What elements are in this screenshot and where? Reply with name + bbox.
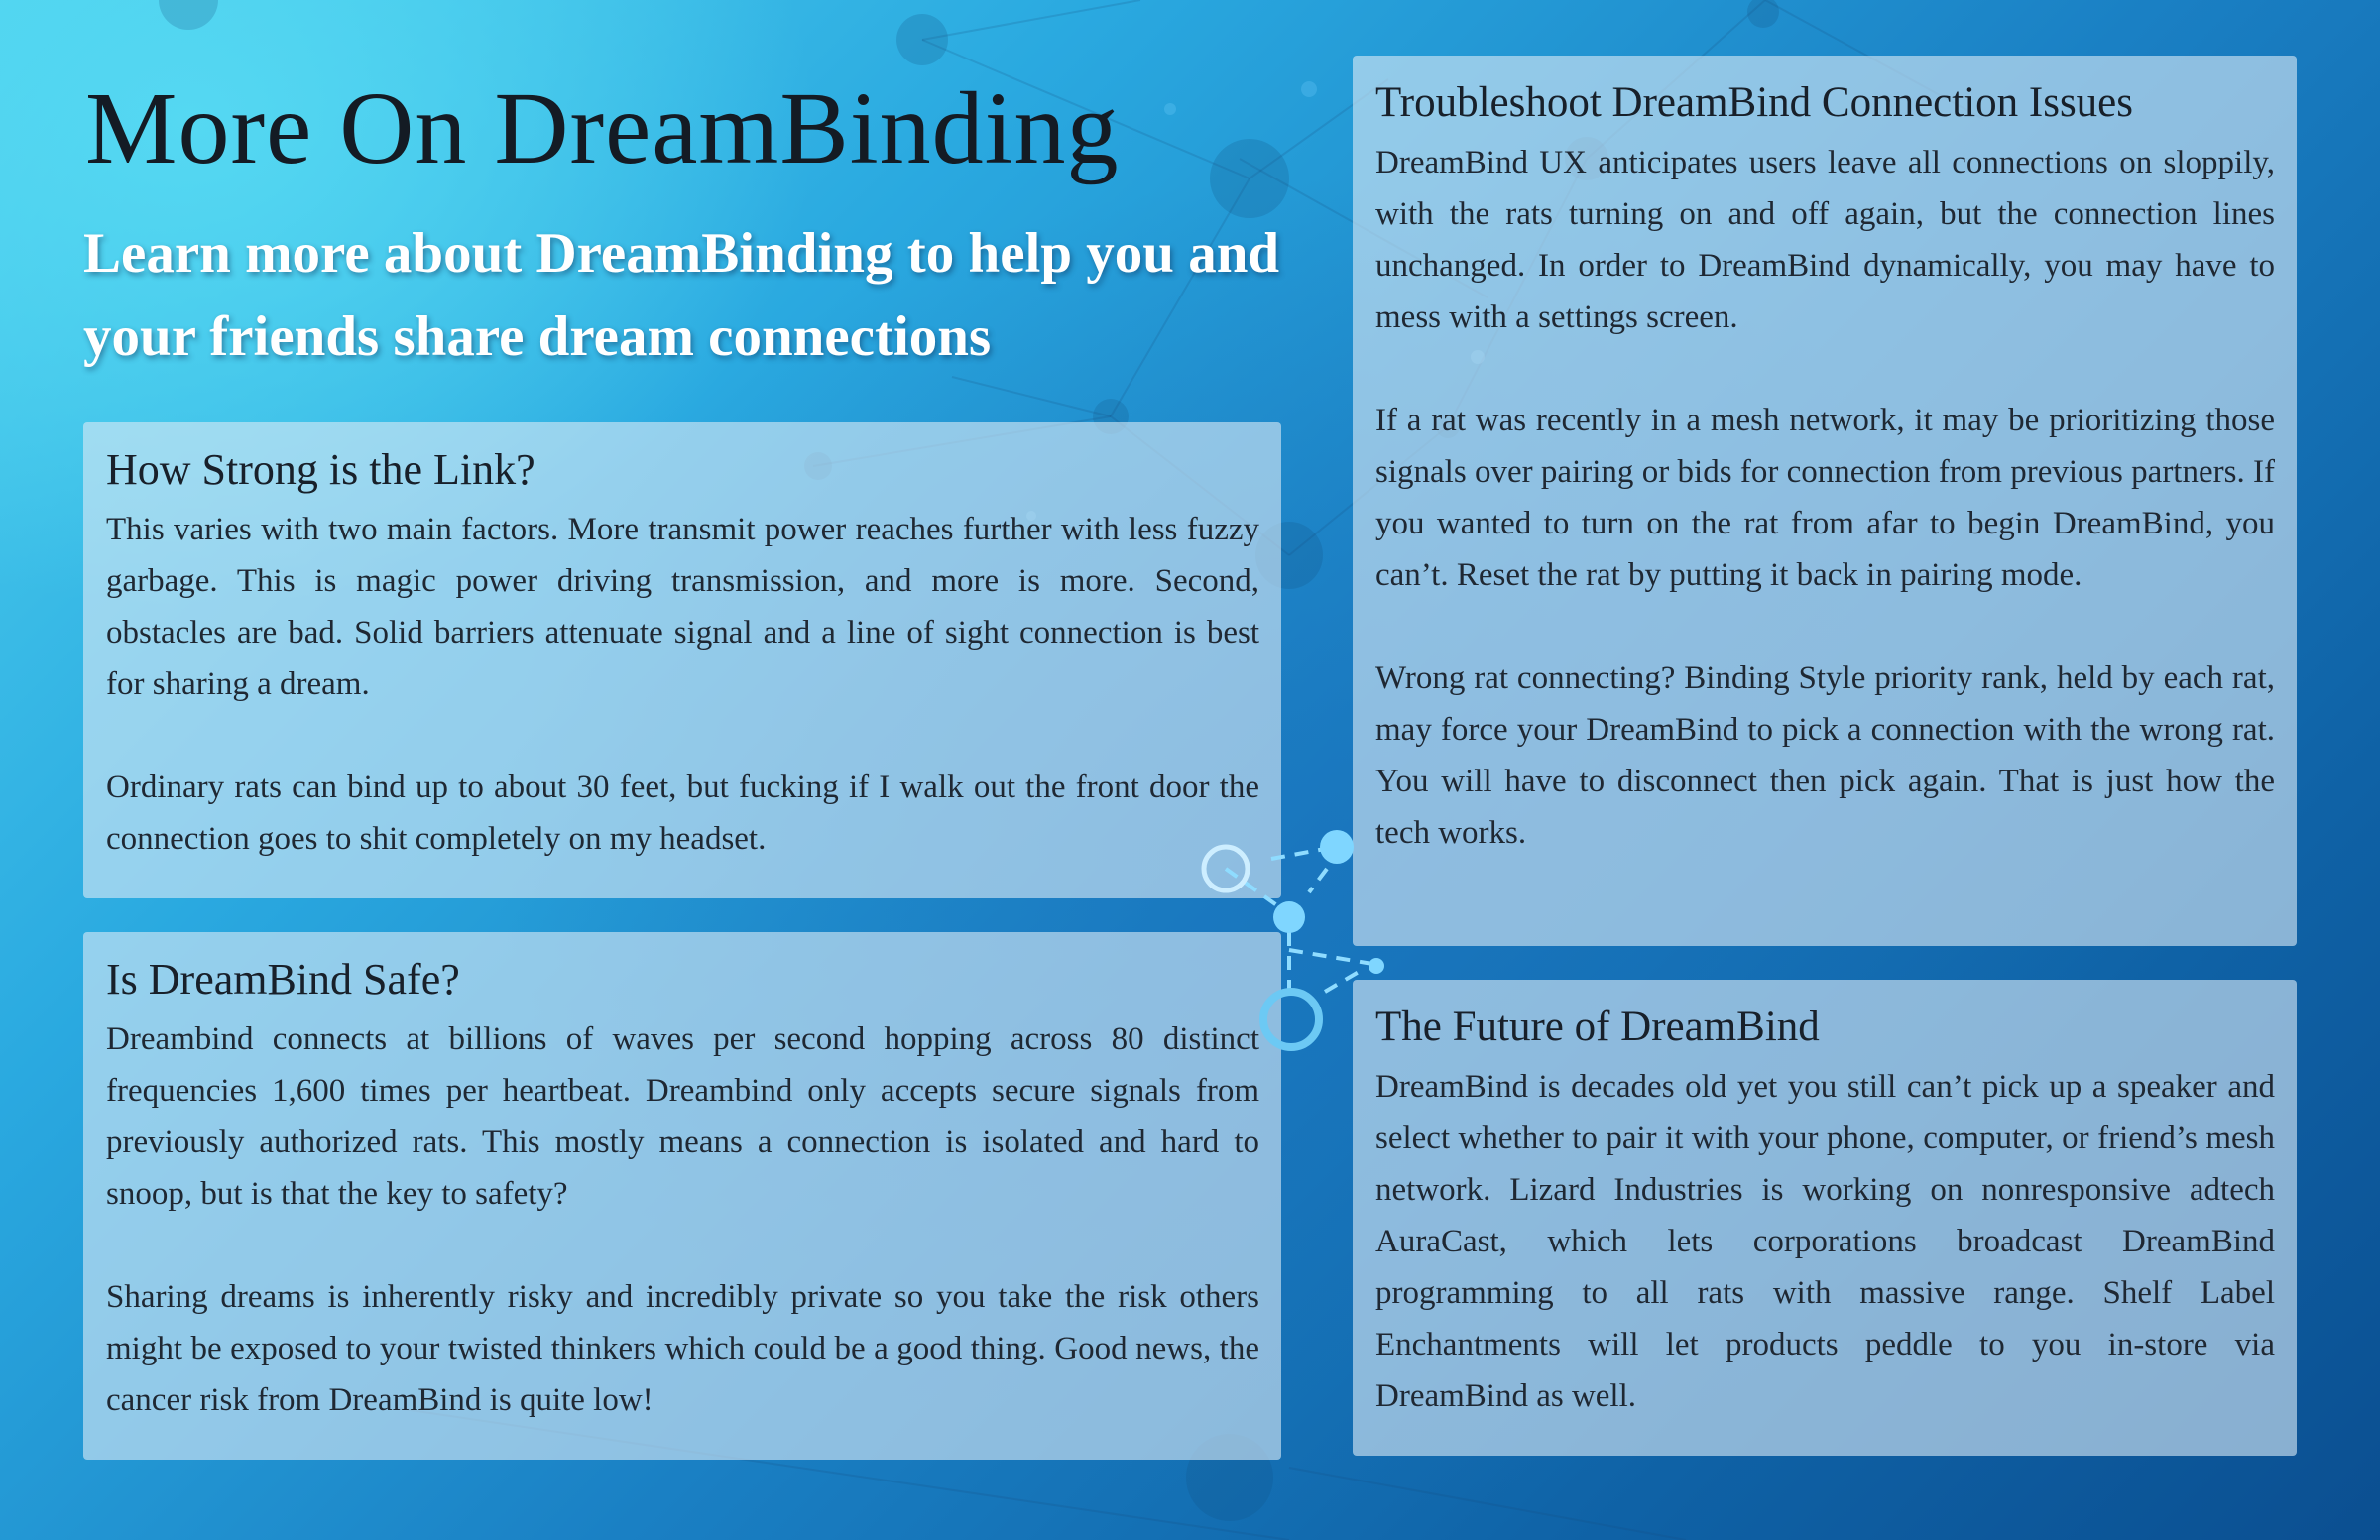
card-paragraph: Dreambind connects at billions of waves per second hopping across 80 distinct frequencies 1,600 times per heartbeat. Dreambind only accepts secure signals from previously authorized rats. This mostly means a connection is isolated and hard to snoop, but is that the key to safety? (106, 1021, 1259, 1212)
card-heading: How Strong is the Link? (106, 445, 536, 494)
card-troubleshoot (1353, 56, 2297, 946)
page-title: More On DreamBinding (85, 71, 1120, 185)
card-heading: Troubleshoot DreamBind Connection Issues (1375, 79, 2134, 126)
card-paragraph: Wrong rat connecting? Binding Style priority rank, held by each rat, may force your DreamBind to pick a connection with the wrong rat. You will have to disconnect then pick again. That is just how the tech works. (1375, 660, 2275, 851)
card-safety (83, 932, 1281, 1460)
page-subtitle: Learn more about DreamBinding to help you and your friends share dream connections (83, 222, 1280, 368)
card-paragraph: This varies with two main factors. More transmit power reaches further with less fuzzy garbage. This is magic power driving transmission, and more is more. Second, obstacles are bad. Solid barriers attenuate signal and a line of sight connection is best for sharing a dream. (106, 512, 1259, 702)
card-heading: The Future of DreamBind (1375, 1004, 1820, 1050)
card-paragraph: DreamBind UX anticipates users leave all connections on sloppily, with the rats turning on and off again, but the connection lines unchanged. In order to DreamBind dynamically, you may have to mess with a settings screen. (1375, 145, 2275, 335)
card-paragraph: If a rat was recently in a mesh network, it may be prioritizing those signals over pairing or bids for connection from previous partners. If you wanted to turn on the rat from afar to begin DreamBind, you can’t. Reset the rat by putting it back in pairing mode. (1375, 403, 2275, 593)
card-future (1353, 980, 2297, 1456)
card-paragraph: DreamBind is decades old yet you still can’t pick up a speaker and select whether to pair it with your phone, computer, or friend’s mesh network. Lizard Industries is working on nonresponsive adtech AuraCast, which lets corporations broadcast DreamBind programming to all rats with massive range. Shelf Label Enchantments will let products peddle to you in-store via DreamBind as well. (1375, 1069, 2275, 1414)
card-heading: Is DreamBind Safe? (106, 955, 460, 1004)
card-paragraph: Sharing dreams is inherently risky and incredibly private so you take the risk others might be exposed to your twisted thinkers which could be a good thing. Good news, the cancer risk from DreamBind is quite low! (106, 1279, 1259, 1418)
card-paragraph: Ordinary rats can bind up to about 30 feet, but fucking if I walk out the front door the connection goes to shit completely on my headset. (106, 770, 1259, 857)
card-link-strength (83, 422, 1281, 898)
